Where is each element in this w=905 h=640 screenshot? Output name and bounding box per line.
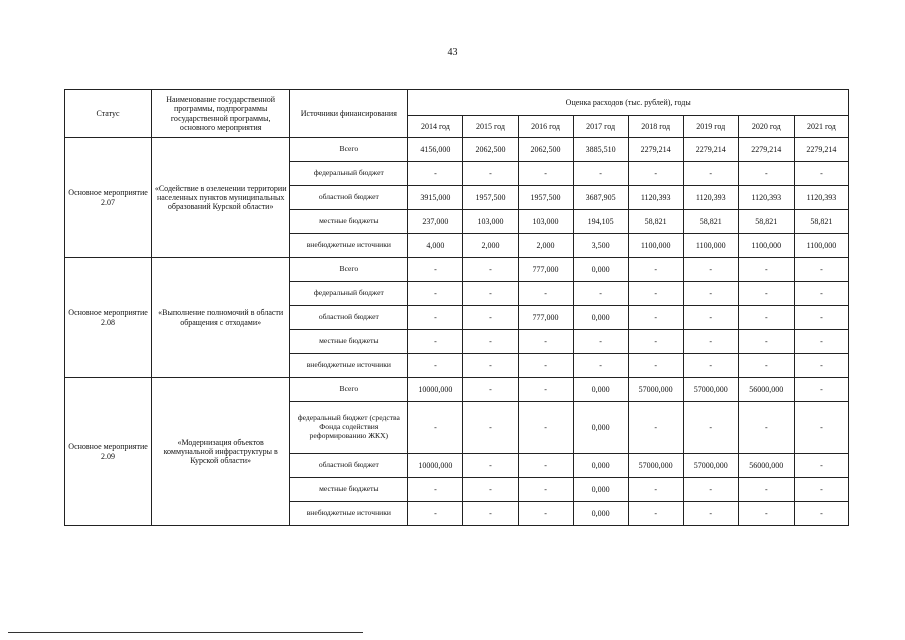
header-status: Статус <box>65 90 152 138</box>
value-cell: - <box>408 306 463 330</box>
value-cell: - <box>683 162 738 186</box>
value-cell: 2062,500 <box>463 138 518 162</box>
funding-source: федеральный бюджет <box>290 282 408 306</box>
value-cell: 10000,000 <box>408 454 463 478</box>
value-cell: 56000,000 <box>738 454 794 478</box>
table-row <box>65 378 849 402</box>
value-cell: - <box>518 402 573 454</box>
value-cell: 1957,500 <box>463 186 518 210</box>
value-cell: 57000,000 <box>683 378 738 402</box>
value-cell: 0,000 <box>573 454 628 478</box>
page-number: 43 <box>447 47 458 58</box>
value-cell: 2279,214 <box>738 138 794 162</box>
value-cell: - <box>794 402 848 454</box>
value-cell: - <box>628 354 683 378</box>
value-cell: - <box>463 378 518 402</box>
value-cell: 58,821 <box>738 210 794 234</box>
value-cell: - <box>628 258 683 282</box>
value-cell: 1957,500 <box>518 186 573 210</box>
budget-table <box>64 89 849 526</box>
funding-source: Всего <box>290 258 408 282</box>
value-cell: 56000,000 <box>738 378 794 402</box>
value-cell: - <box>408 330 463 354</box>
value-cell: 3915,000 <box>408 186 463 210</box>
funding-source: местные бюджеты <box>290 330 408 354</box>
value-cell: 0,000 <box>573 378 628 402</box>
group-status: Основное мероприятие 2.07 <box>65 138 152 258</box>
value-cell: - <box>408 282 463 306</box>
value-cell: 3885,510 <box>573 138 628 162</box>
value-cell: 103,000 <box>463 210 518 234</box>
value-cell: - <box>463 354 518 378</box>
value-cell: - <box>408 478 463 502</box>
value-cell: 194,105 <box>573 210 628 234</box>
value-cell: - <box>573 282 628 306</box>
value-cell: - <box>463 330 518 354</box>
table-body <box>65 138 849 526</box>
funding-source: внебюджетные источники <box>290 502 408 526</box>
value-cell: - <box>518 502 573 526</box>
value-cell: - <box>738 282 794 306</box>
table-header <box>65 90 849 138</box>
value-cell: 237,000 <box>408 210 463 234</box>
group-name: «Модернизация объектов коммунальной инфраструктуры в Курской области» <box>152 378 290 526</box>
funding-source: местные бюджеты <box>290 210 408 234</box>
funding-source: внебюджетные источники <box>290 354 408 378</box>
header-year: 2021 год <box>794 116 848 138</box>
header-name: Наименование государственной программы, подпрограммы государственной программы, основного мероприятия <box>152 90 290 138</box>
value-cell: 4156,000 <box>408 138 463 162</box>
value-cell: - <box>463 162 518 186</box>
funding-source: внебюджетные источники <box>290 234 408 258</box>
value-cell: - <box>408 258 463 282</box>
value-cell: - <box>518 282 573 306</box>
value-cell: - <box>518 354 573 378</box>
funding-source: областной бюджет <box>290 186 408 210</box>
value-cell: - <box>683 282 738 306</box>
value-cell: - <box>738 330 794 354</box>
value-cell: - <box>738 258 794 282</box>
value-cell: - <box>628 282 683 306</box>
value-cell: - <box>628 502 683 526</box>
value-cell: - <box>683 306 738 330</box>
value-cell: - <box>683 502 738 526</box>
value-cell: - <box>738 162 794 186</box>
value-cell: - <box>628 402 683 454</box>
value-cell: - <box>794 502 848 526</box>
group-name: «Выполнение полномочий в области обращения с отходами» <box>152 258 290 378</box>
header-year: 2014 год <box>408 116 463 138</box>
value-cell: - <box>518 330 573 354</box>
value-cell: - <box>794 162 848 186</box>
value-cell: 1120,393 <box>794 186 848 210</box>
funding-source: федеральный бюджет (средства Фонда содействия реформированию ЖКХ) <box>290 402 408 454</box>
value-cell: - <box>408 502 463 526</box>
value-cell: - <box>738 354 794 378</box>
value-cell: 2062,500 <box>518 138 573 162</box>
value-cell: 4,000 <box>408 234 463 258</box>
value-cell: 103,000 <box>518 210 573 234</box>
value-cell: - <box>794 330 848 354</box>
header-year: 2015 год <box>463 116 518 138</box>
table-row <box>65 258 849 282</box>
value-cell: 1120,393 <box>683 186 738 210</box>
value-cell: - <box>463 282 518 306</box>
header-sources: Источники финансирования <box>290 90 408 138</box>
value-cell: - <box>628 330 683 354</box>
value-cell: - <box>518 378 573 402</box>
footnote-divider <box>8 632 363 633</box>
value-cell: - <box>463 478 518 502</box>
value-cell: - <box>573 330 628 354</box>
value-cell: - <box>794 258 848 282</box>
value-cell: 1100,000 <box>683 234 738 258</box>
group-status: Основное мероприятие 2.08 <box>65 258 152 378</box>
value-cell: 1100,000 <box>628 234 683 258</box>
funding-source: областной бюджет <box>290 306 408 330</box>
value-cell: - <box>463 258 518 282</box>
value-cell: - <box>408 402 463 454</box>
funding-source: областной бюджет <box>290 454 408 478</box>
value-cell: - <box>738 502 794 526</box>
value-cell: - <box>628 306 683 330</box>
value-cell: 1100,000 <box>794 234 848 258</box>
value-cell: 2,000 <box>518 234 573 258</box>
funding-source: федеральный бюджет <box>290 162 408 186</box>
value-cell: - <box>463 502 518 526</box>
value-cell: - <box>683 402 738 454</box>
value-cell: - <box>408 162 463 186</box>
funding-source: Всего <box>290 138 408 162</box>
value-cell: 0,000 <box>573 258 628 282</box>
funding-source: Всего <box>290 378 408 402</box>
header-estimate: Оценка расходов (тыс. рублей), годы <box>408 90 849 116</box>
value-cell: 57000,000 <box>628 454 683 478</box>
value-cell: - <box>573 354 628 378</box>
value-cell: 58,821 <box>628 210 683 234</box>
value-cell: - <box>794 378 848 402</box>
value-cell: - <box>738 402 794 454</box>
value-cell: 58,821 <box>794 210 848 234</box>
value-cell: - <box>518 162 573 186</box>
value-cell: - <box>518 454 573 478</box>
group-name: «Содействие в озеленении территории населенных пунктов муниципальных образований Курской области» <box>152 138 290 258</box>
value-cell: 10000,000 <box>408 378 463 402</box>
value-cell: 57000,000 <box>628 378 683 402</box>
value-cell: - <box>683 330 738 354</box>
value-cell: - <box>794 354 848 378</box>
header-year: 2019 год <box>683 116 738 138</box>
value-cell: 3,500 <box>573 234 628 258</box>
value-cell: 2279,214 <box>628 138 683 162</box>
value-cell: - <box>408 354 463 378</box>
value-cell: 2279,214 <box>794 138 848 162</box>
value-cell: 0,000 <box>573 402 628 454</box>
value-cell: 0,000 <box>573 502 628 526</box>
value-cell: 2,000 <box>463 234 518 258</box>
value-cell: - <box>463 306 518 330</box>
header-year: 2020 год <box>738 116 794 138</box>
value-cell: - <box>794 454 848 478</box>
value-cell: - <box>683 354 738 378</box>
value-cell: 1120,393 <box>628 186 683 210</box>
value-cell: 58,821 <box>683 210 738 234</box>
funding-source: местные бюджеты <box>290 478 408 502</box>
header-year: 2018 год <box>628 116 683 138</box>
value-cell: - <box>794 282 848 306</box>
value-cell: - <box>518 478 573 502</box>
value-cell: 0,000 <box>573 478 628 502</box>
value-cell: 1120,393 <box>738 186 794 210</box>
value-cell: - <box>738 306 794 330</box>
value-cell: - <box>794 478 848 502</box>
value-cell: - <box>683 258 738 282</box>
value-cell: 57000,000 <box>683 454 738 478</box>
value-cell: - <box>794 306 848 330</box>
value-cell: - <box>628 162 683 186</box>
group-status: Основное мероприятие 2.09 <box>65 378 152 526</box>
header-year: 2017 год <box>573 116 628 138</box>
value-cell: 2279,214 <box>683 138 738 162</box>
value-cell: - <box>628 478 683 502</box>
value-cell: - <box>463 402 518 454</box>
value-cell: 1100,000 <box>738 234 794 258</box>
header-year: 2016 год <box>518 116 573 138</box>
table-row <box>65 138 849 162</box>
value-cell: - <box>463 454 518 478</box>
value-cell: 777,000 <box>518 258 573 282</box>
value-cell: - <box>738 478 794 502</box>
value-cell: 3687,905 <box>573 186 628 210</box>
value-cell: - <box>573 162 628 186</box>
value-cell: - <box>683 478 738 502</box>
value-cell: 0,000 <box>573 306 628 330</box>
value-cell: 777,000 <box>518 306 573 330</box>
